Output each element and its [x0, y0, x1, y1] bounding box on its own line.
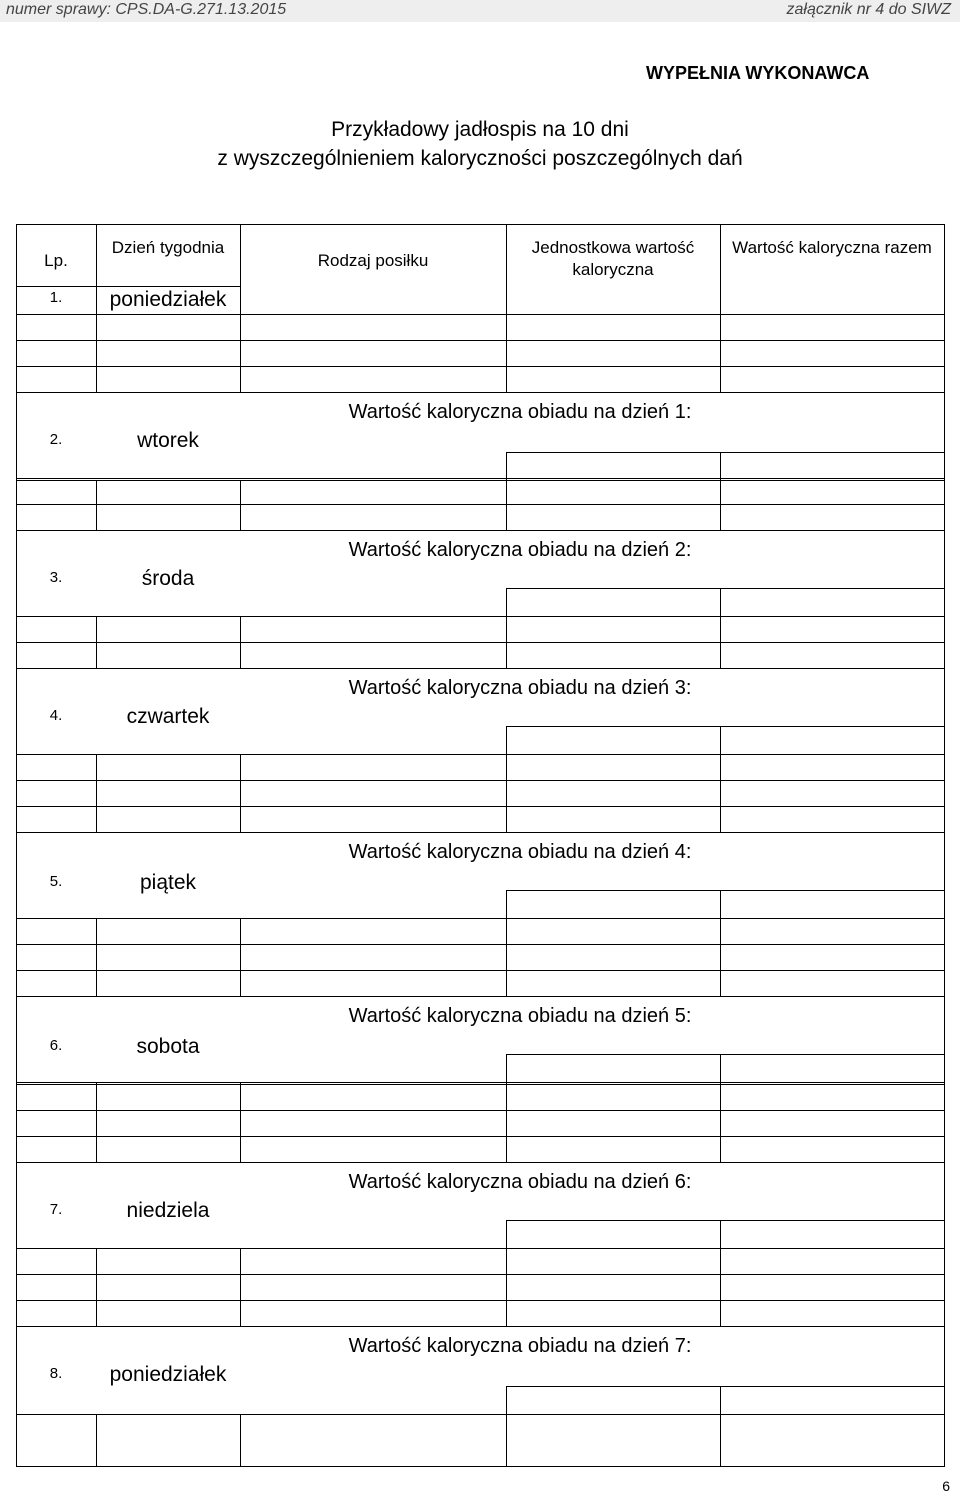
table-rule-v	[96, 314, 97, 392]
table-rule-v	[240, 1082, 241, 1162]
table-rule-h	[16, 1300, 945, 1301]
col-header-day: Dzień tygodnia	[111, 238, 225, 257]
table-rule-v	[506, 452, 507, 530]
page-number: 6	[942, 1478, 950, 1494]
day-lp: 4.	[49, 707, 63, 724]
day-lp: 2.	[49, 431, 63, 448]
table-rule-v	[506, 588, 507, 668]
table-rule-v	[240, 754, 241, 832]
table-rule-h	[16, 1248, 945, 1249]
table-rule-h	[506, 452, 945, 453]
day-name: sobota	[136, 1035, 200, 1058]
document-title: Przykładowy jadłospis na 10 dni	[331, 118, 629, 141]
day-lp: 6.	[49, 1037, 63, 1054]
table-rule-h	[16, 806, 945, 807]
daily-total-label: Wartość kaloryczna obiadu na dzień 2:	[348, 539, 692, 561]
table-rule-v	[240, 1248, 241, 1326]
day-lp: 1.	[49, 289, 63, 306]
table-rule-v	[16, 224, 17, 1466]
day-name: poniedziałek	[109, 288, 227, 311]
table-rule-v	[506, 314, 507, 392]
table-rule-v	[240, 1414, 241, 1466]
col-header-meal: Rodzaj posiłku	[317, 251, 429, 270]
table-rule-v	[720, 314, 721, 392]
attachment-label: załącznik nr 4 do SIWZ	[786, 1, 951, 18]
day-name: czwartek	[126, 705, 210, 728]
table-rule-h	[16, 1110, 945, 1111]
table-rule-h	[16, 1274, 945, 1275]
daily-total-label: Wartość kaloryczna obiadu na dzień 7:	[348, 1335, 692, 1357]
table-rule-h	[506, 1220, 945, 1221]
table-rule-v	[720, 1386, 721, 1466]
table-rule-h	[16, 1082, 945, 1083]
table-rule-h	[16, 642, 945, 643]
table-rule-h	[16, 314, 945, 315]
table-rule-h	[16, 1414, 945, 1415]
table-rule-h	[506, 1054, 945, 1055]
table-rule-h	[16, 1136, 945, 1137]
daily-total-label: Wartość kaloryczna obiadu na dzień 3:	[348, 677, 692, 699]
day-name: środa	[141, 567, 195, 590]
table-rule-v	[96, 1248, 97, 1326]
table-rule-h	[16, 478, 945, 479]
case-number: numer sprawy: CPS.DA-G.271.13.2015	[6, 1, 287, 18]
table-rule-h	[16, 996, 945, 997]
table-rule-h	[16, 616, 945, 617]
table-rule-v	[96, 918, 97, 996]
table-rule-h	[506, 890, 945, 891]
table-rule-h	[16, 780, 945, 781]
table-rule-h	[16, 970, 945, 971]
daily-total-label: Wartość kaloryczna obiadu na dzień 1:	[348, 401, 692, 423]
table-rule-v	[506, 726, 507, 832]
table-rule-h	[16, 1326, 945, 1327]
col-header-lp: Lp.	[44, 251, 68, 270]
table-rule-v	[96, 1414, 97, 1466]
table-rule-h	[16, 530, 945, 531]
col-header-unit-value: Jednostkowa wartość kaloryczna	[531, 238, 695, 279]
table-rule-v	[240, 314, 241, 392]
table-rule-h	[16, 224, 945, 225]
table-rule-v	[720, 452, 721, 530]
day-lp: 8.	[49, 1365, 63, 1382]
table-rule-h	[506, 588, 945, 589]
table-rule-h	[16, 918, 945, 919]
table-rule-h	[16, 480, 945, 481]
table-rule-v	[506, 1386, 507, 1466]
table-rule-v	[96, 754, 97, 832]
table-rule-h	[506, 726, 945, 727]
fill-by-label: WYPEŁNIA WYKONAWCA	[646, 63, 870, 83]
day-name: piątek	[139, 871, 197, 894]
table-rule-h	[16, 1466, 945, 1467]
table-rule-h	[16, 366, 945, 367]
daily-total-label: Wartość kaloryczna obiadu na dzień 4:	[348, 841, 692, 863]
table-rule-h	[16, 286, 241, 287]
table-rule-h	[16, 754, 945, 755]
day-lp: 7.	[49, 1201, 63, 1218]
table-rule-h	[16, 668, 945, 669]
day-name: wtorek	[137, 429, 199, 452]
table-rule-v	[944, 224, 945, 1466]
table-rule-v	[720, 1054, 721, 1162]
table-rule-h	[16, 504, 945, 505]
table-rule-h	[16, 944, 945, 945]
day-lp: 5.	[49, 873, 63, 890]
daily-total-label: Wartość kaloryczna obiadu na dzień 5:	[348, 1005, 692, 1027]
day-name: niedziela	[126, 1199, 210, 1222]
day-lp: 3.	[49, 569, 63, 586]
table-rule-v	[506, 1220, 507, 1326]
day-name: poniedziałek	[109, 1363, 227, 1386]
table-rule-h	[16, 340, 945, 341]
table-rule-h	[506, 1386, 945, 1387]
document-subtitle: z wyszczególnieniem kaloryczności poszczególnych dań	[217, 147, 743, 170]
table-rule-v	[720, 890, 721, 996]
table-rule-h	[16, 832, 945, 833]
table-rule-h	[16, 1084, 945, 1085]
table-rule-h	[16, 392, 945, 393]
table-rule-v	[720, 726, 721, 832]
col-header-total-value: Wartość kaloryczna razem	[732, 238, 932, 257]
table-rule-h	[16, 1162, 945, 1163]
table-rule-v	[96, 1082, 97, 1162]
table-rule-v	[720, 588, 721, 668]
table-rule-v	[720, 1220, 721, 1326]
table-rule-v	[240, 918, 241, 996]
table-rule-v	[506, 890, 507, 996]
daily-total-label: Wartość kaloryczna obiadu na dzień 6:	[348, 1171, 692, 1193]
table-rule-v	[506, 1054, 507, 1162]
